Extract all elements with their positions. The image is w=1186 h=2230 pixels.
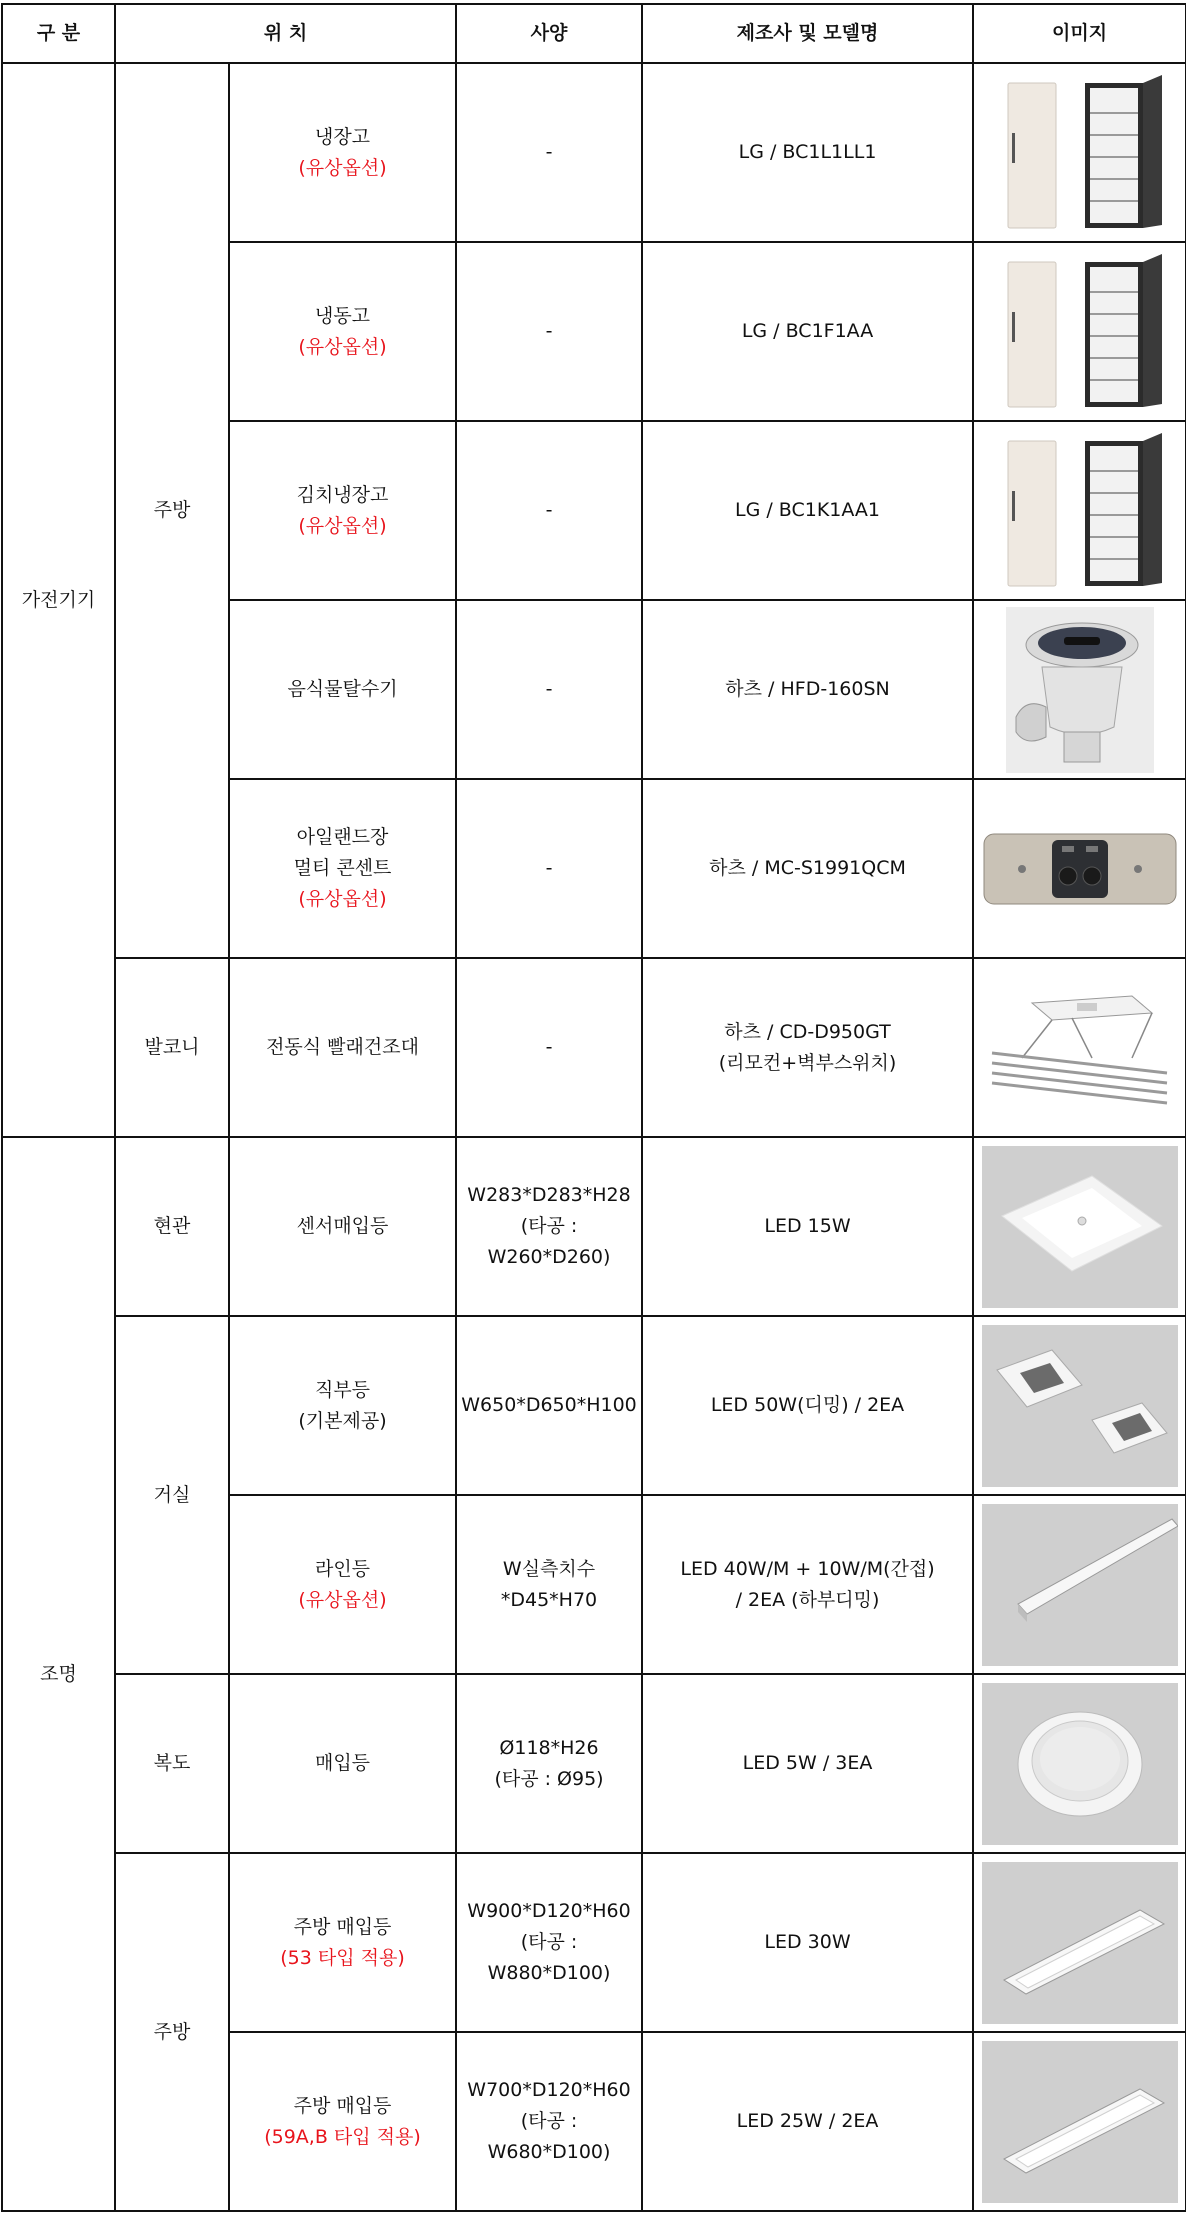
item-cell xyxy=(229,1316,456,1495)
model-cell: 하츠 / MC-S1991QCM xyxy=(642,779,973,958)
item-cell xyxy=(229,1137,456,1316)
table-row xyxy=(2,63,1186,242)
fridge-icon xyxy=(990,73,1170,233)
header-maker-model: 제조사 및 모델명 xyxy=(642,4,973,63)
spec-line3: W260*D260) xyxy=(487,1246,611,1268)
header-image: 이미지 xyxy=(973,4,1186,63)
model-cell xyxy=(642,1495,973,1674)
model-line1: LED 40W/M + 10W/M(간접) xyxy=(680,1557,935,1580)
panel-light-icon xyxy=(982,1862,1178,2024)
location-hallway: 복도 xyxy=(115,1674,229,1853)
item-name: 주방 매입등 xyxy=(293,2094,392,2117)
spec-table xyxy=(1,3,1186,2212)
model-cell: LED 5W / 3EA xyxy=(642,1674,973,1853)
image-cell xyxy=(973,1316,1186,1495)
food-waste-dehydrator-icon xyxy=(1006,607,1154,773)
item-cell xyxy=(229,421,456,600)
item-cell xyxy=(229,779,456,958)
group-lighting: 조명 xyxy=(2,1137,115,2211)
image-cell xyxy=(973,958,1186,1137)
option-note: (유상옵션) xyxy=(298,335,387,358)
image-cell xyxy=(973,2032,1186,2211)
location-entrance: 현관 xyxy=(115,1137,229,1316)
image-cell xyxy=(973,1853,1186,2032)
option-note: (유상옵션) xyxy=(298,156,387,179)
item-name: 라인등 xyxy=(314,1557,371,1580)
sensor-light-icon xyxy=(982,1146,1178,1308)
ceiling-light-icon xyxy=(982,1325,1178,1487)
location-living: 거실 xyxy=(115,1316,229,1674)
spec-cell: - xyxy=(456,63,642,242)
image-cell xyxy=(973,600,1186,779)
item-cell xyxy=(229,2032,456,2211)
item-cell xyxy=(229,1674,456,1853)
table-row xyxy=(2,1137,1186,1316)
spec-cell xyxy=(456,1674,642,1853)
image-cell xyxy=(973,421,1186,600)
option-note: (59A,B 타입 적용) xyxy=(264,2125,421,2148)
item-cell xyxy=(229,63,456,242)
spec-line2: *D45*H70 xyxy=(500,1588,598,1611)
item-note: (기본제공) xyxy=(298,1409,387,1432)
model-cell: LG / BC1F1AA xyxy=(642,242,973,421)
header-row xyxy=(2,4,1186,63)
option-note: (유상옵션) xyxy=(298,888,387,910)
item-name: 매입등 xyxy=(314,1752,371,1774)
item-cell xyxy=(229,600,456,779)
image-cell xyxy=(973,1137,1186,1316)
model-cell: LG / BC1L1LL1 xyxy=(642,63,973,242)
table-row xyxy=(2,1674,1186,1853)
image-cell xyxy=(973,63,1186,242)
table-row xyxy=(2,1316,1186,1495)
spec-line2: (타공 : xyxy=(520,1215,578,1237)
spec-line2: (타공 : Ø95) xyxy=(494,1767,604,1790)
spec-line3: W880*D100) xyxy=(487,1962,611,1984)
spec-cell: - xyxy=(456,242,642,421)
model-line1: 하츠 / CD-D950GT xyxy=(724,1020,891,1043)
header-spec: 사양 xyxy=(456,4,642,63)
model-line2: (리모컨+벽부스위치) xyxy=(718,1051,897,1074)
location-balcony: 발코니 xyxy=(115,958,229,1137)
freezer-icon xyxy=(990,252,1170,412)
spec-line3: W680*D100) xyxy=(487,2141,611,2163)
spec-line1: W실측치수 xyxy=(502,1557,596,1580)
spec-cell xyxy=(456,1853,642,2032)
model-cell: LED 50W(디밍) / 2EA xyxy=(642,1316,973,1495)
item-name: 센서매입등 xyxy=(296,1215,389,1237)
kimchi-fridge-icon xyxy=(990,431,1170,591)
option-note: (유상옵션) xyxy=(298,1588,387,1611)
item-name: 냉동고 xyxy=(314,304,371,327)
multi-outlet-icon xyxy=(982,832,1178,906)
panel-light-icon xyxy=(982,2041,1178,2203)
model-cell: LED 25W / 2EA xyxy=(642,2032,973,2211)
option-note: (53 타입 적용) xyxy=(280,1946,405,1969)
line-light-icon xyxy=(982,1504,1178,1666)
item-name: 김치냉장고 xyxy=(296,483,389,506)
item-name-line2: 멀티 콘센트 xyxy=(293,857,392,879)
item-name: 냉장고 xyxy=(314,125,371,148)
item-cell xyxy=(229,242,456,421)
image-cell xyxy=(973,1674,1186,1853)
item-cell xyxy=(229,1853,456,2032)
table-row xyxy=(2,1853,1186,2032)
model-cell: LG / BC1K1AA1 xyxy=(642,421,973,600)
spec-line2: (타공 : xyxy=(520,2110,578,2132)
group-appliances: 가전기기 xyxy=(2,63,115,1137)
model-cell xyxy=(642,958,973,1137)
spec-cell xyxy=(456,2032,642,2211)
spec-line1: Ø118*H26 xyxy=(499,1736,599,1759)
spec-line1: W283*D283*H28 xyxy=(467,1184,631,1206)
item-name: 음식물탈수기 xyxy=(287,678,398,700)
item-name: 주방 매입등 xyxy=(293,1915,392,1938)
header-category: 구 분 xyxy=(2,4,115,63)
spec-line1: W900*D120*H60 xyxy=(467,1900,631,1922)
header-location: 위 치 xyxy=(115,4,456,63)
item-name: 전동식 빨래건조대 xyxy=(266,1036,419,1058)
spec-cell: W650*D650*H100 xyxy=(456,1316,642,1495)
model-cell: 하츠 / HFD-160SN xyxy=(642,600,973,779)
spec-cell: - xyxy=(456,779,642,958)
spec-cell xyxy=(456,1495,642,1674)
spec-cell: - xyxy=(456,421,642,600)
model-cell: LED 30W xyxy=(642,1853,973,2032)
option-note: (유상옵션) xyxy=(298,514,387,537)
image-cell xyxy=(973,1495,1186,1674)
location-kitchen-lighting: 주방 xyxy=(115,1853,229,2211)
image-cell xyxy=(973,779,1186,958)
spec-cell xyxy=(456,1137,642,1316)
table-row xyxy=(2,958,1186,1137)
image-cell xyxy=(973,242,1186,421)
model-cell: LED 15W xyxy=(642,1137,973,1316)
item-name: 직부등 xyxy=(314,1378,371,1401)
spec-cell: - xyxy=(456,600,642,779)
model-line2: / 2EA (하부디밍) xyxy=(735,1588,880,1611)
item-name-line1: 아일랜드장 xyxy=(296,826,389,848)
item-cell xyxy=(229,958,456,1137)
downlight-icon xyxy=(982,1683,1178,1845)
spec-line2: (타공 : xyxy=(520,1931,578,1953)
location-kitchen: 주방 xyxy=(115,63,229,958)
spec-cell: - xyxy=(456,958,642,1137)
item-cell xyxy=(229,1495,456,1674)
laundry-rack-icon xyxy=(982,988,1178,1108)
spec-line1: W700*D120*H60 xyxy=(467,2079,631,2101)
